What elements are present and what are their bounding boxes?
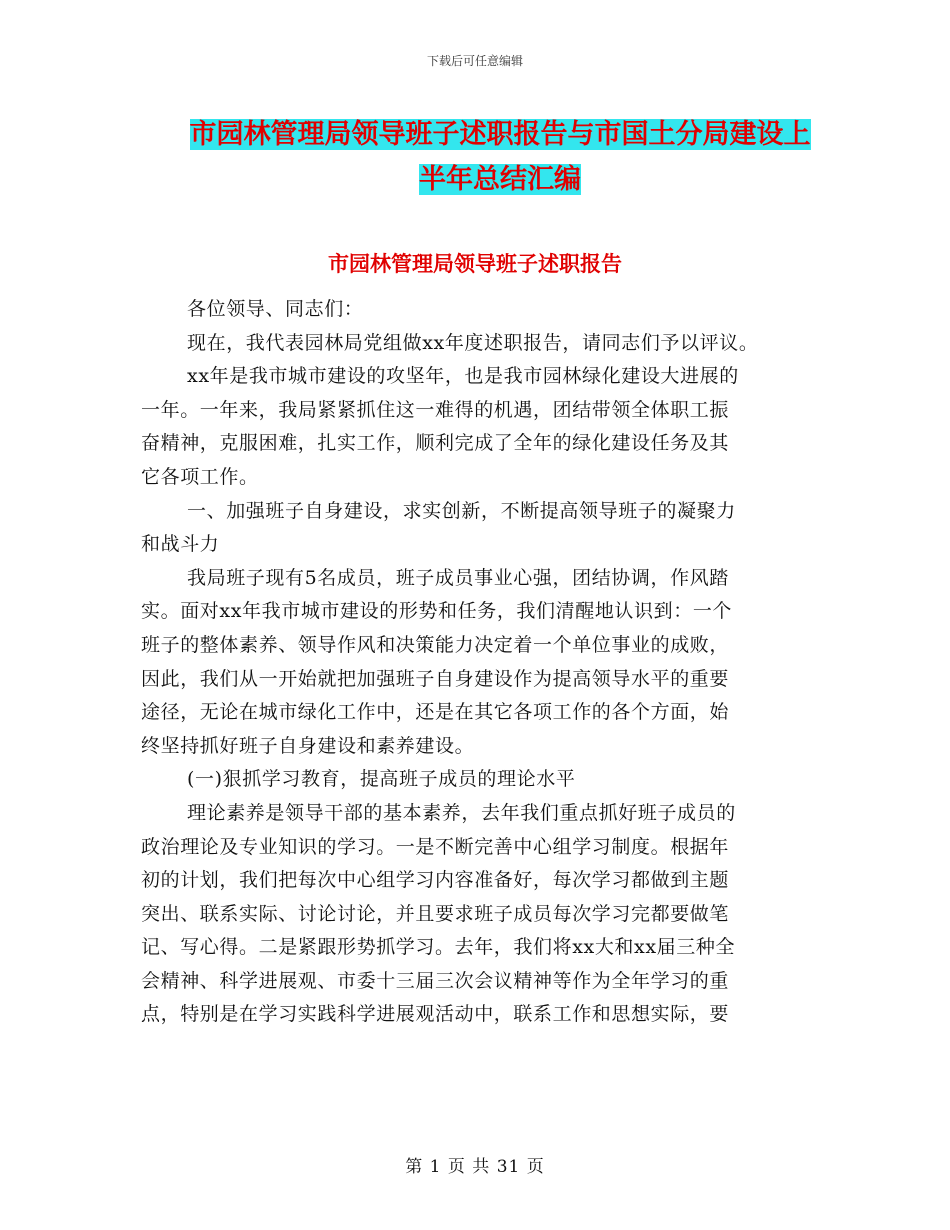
paragraph-line: (一)狠抓学习教育，提高班子成员的理论水平 xyxy=(187,768,576,791)
paragraph-line: xx年是我市城市建设的攻坚年，也是我市园林绿化建设大进展的 xyxy=(187,365,739,388)
paragraph-line: 政治理论及专业知识的学习。一是不断完善中心组学习制度。根据年 xyxy=(141,835,730,858)
paragraph-line: 记、写心得。二是紧跟形势抓学习。去年，我们将xx大和xx届三种全 xyxy=(141,936,736,959)
paragraph-line: 突出、联系实际、讨论讨论，并且要求班子成员每次学习完都要做笔 xyxy=(141,902,730,925)
paragraph-line: 和战斗力 xyxy=(141,533,220,556)
document-title xyxy=(140,112,860,202)
paragraph-line: 奋精神，克服困难，扎实工作，顺利完成了全年的绿化建设任务及其 xyxy=(141,432,730,455)
paragraph-line: 会精神、科学进展观、市委十三届三次会议精神等作为全年学习的重 xyxy=(141,969,730,992)
paragraph-line: 一、加强班子自身建设，求实创新，不断提高领导班子的凝聚力 xyxy=(187,499,736,522)
page-footer: 第 1 页 共 31 页 xyxy=(405,1157,545,1177)
paragraph-line: 一年。一年来，我局紧紧抓住这一难得的机遇，团结带领全体职工振 xyxy=(141,398,730,421)
paragraph-line: 现在，我代表园林局党组做xx年度述职报告，请同志们予以评议。 xyxy=(187,331,759,354)
paragraph-line: 初的计划，我们把每次中心组学习内容准备好，每次学习都做到主题 xyxy=(141,869,730,892)
paragraph-line: 点，特别是在学习实践科学进展观活动中，联系工作和思想实际，要 xyxy=(141,1003,730,1026)
header-note: 下载后可任意编辑 xyxy=(426,54,523,68)
paragraph-line: 我局班子现有5名成员，班子成员事业心强，团结协调，作风踏 xyxy=(187,566,729,589)
paragraph-line: 它各项工作。 xyxy=(141,465,259,488)
paragraph-line: 理论素养是领导干部的基本素养，去年我们重点抓好班子成员的 xyxy=(187,801,736,824)
paragraph-line: 途径，无论在城市绿化工作中，还是在其它各项工作的各个方面，始 xyxy=(141,701,730,724)
document-title-line-2: 半年总结汇编 xyxy=(419,164,581,195)
paragraph-line: 各位领导、同志们： xyxy=(187,298,364,320)
document-title-line-1: 市园林管理局领导班子述职报告与市国土分局建设上 xyxy=(189,119,811,150)
body-text xyxy=(141,293,821,1032)
paragraph-line: 终坚持抓好班子自身建设和素养建设。 xyxy=(141,734,475,757)
paragraph-line: 实。面对xx年我市城市建设的形势和任务，我们清醒地认识到：一个 xyxy=(141,600,733,623)
paragraph-line: 班子的整体素养、领导作风和决策能力决定着一个单位事业的成败， xyxy=(141,633,730,656)
paragraph-line: 因此，我们从一开始就把加强班子自身建设作为提高领导水平的重要 xyxy=(141,667,730,690)
section-title: 市园林管理局领导班子述职报告 xyxy=(328,252,622,276)
